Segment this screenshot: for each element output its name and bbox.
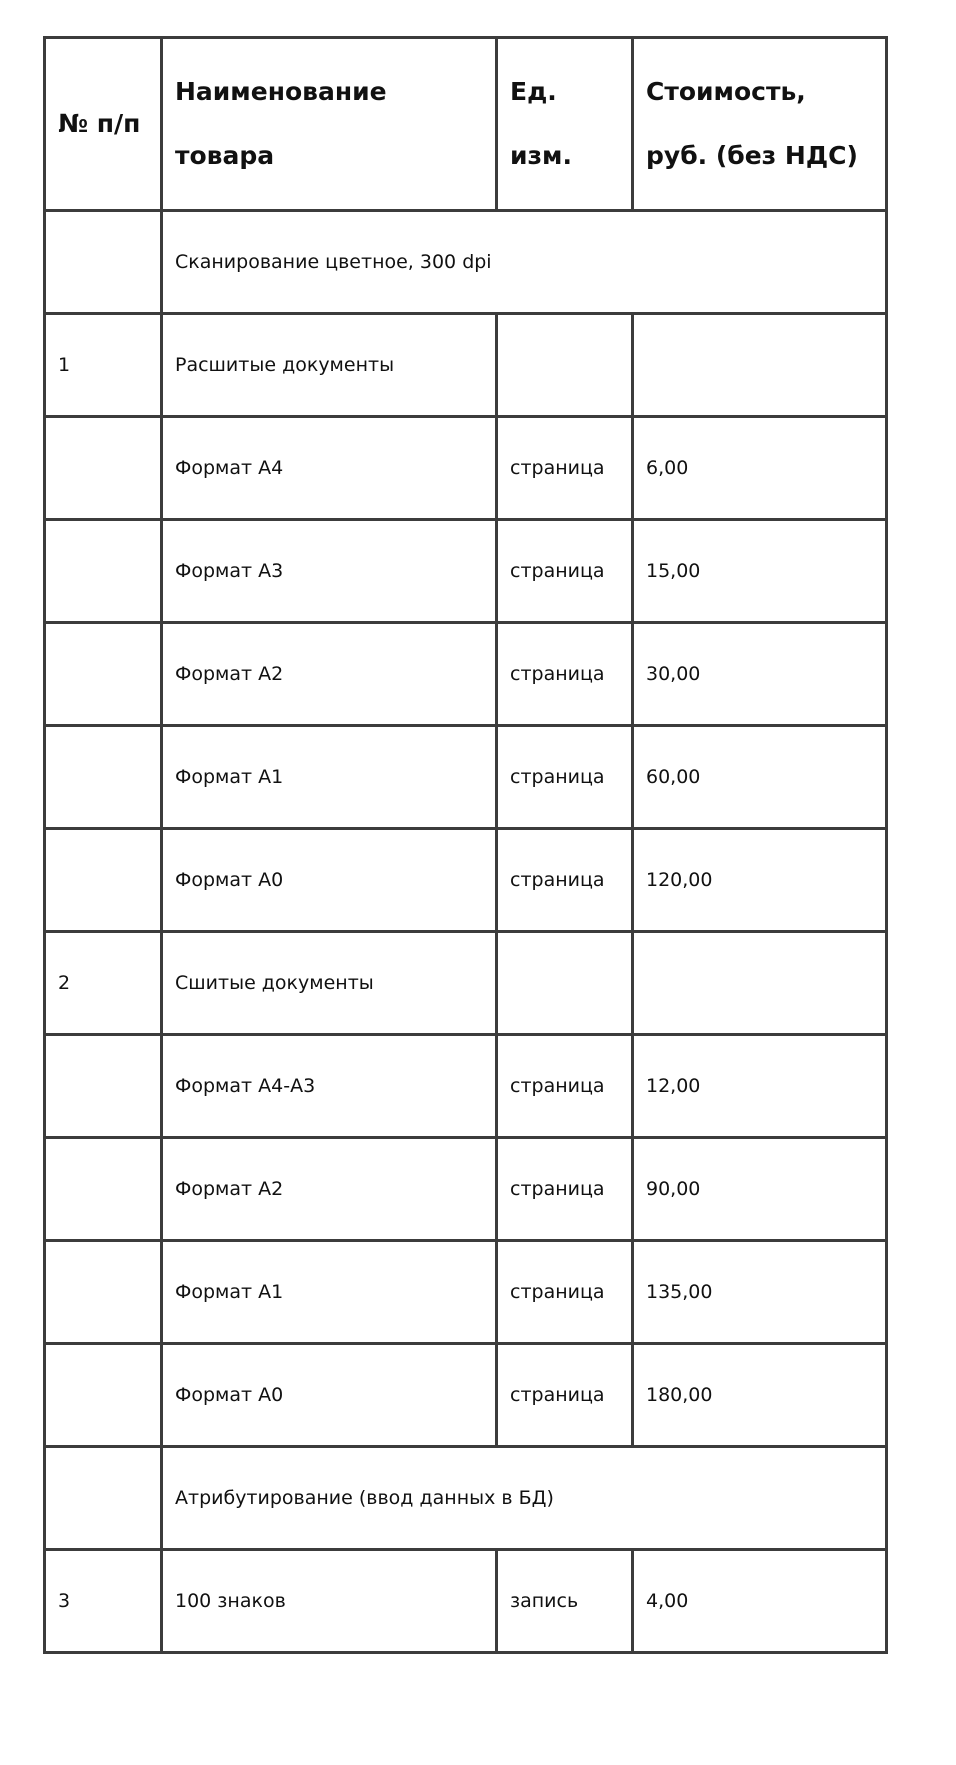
cell-unit: страница [497,1241,633,1344]
cell-number: 3 [45,1550,162,1653]
cell-number [45,726,162,829]
cell-unit: страница [497,1035,633,1138]
cell-cost: 135,00 [633,1241,887,1344]
cell-name: Формат А0 [162,829,497,932]
cell-unit: страница [497,1344,633,1447]
cell-cost [633,314,887,417]
cell-number [45,1447,162,1550]
table-row [45,829,887,932]
table-row [45,1550,887,1653]
cell-number [45,1138,162,1241]
price-table [43,36,888,1654]
cell-number [45,829,162,932]
table-row [45,1138,887,1241]
header-name: Наименование товара [162,38,497,211]
table-row [45,520,887,623]
cell-name: Формат А4-А3 [162,1035,497,1138]
cell-name: Формат А4 [162,417,497,520]
cell-unit [497,932,633,1035]
cell-name: Формат А1 [162,1241,497,1344]
cell-cost: 4,00 [633,1550,887,1653]
cell-number [45,417,162,520]
cell-section-title: Сканирование цветное, 300 dpi [162,211,887,314]
cell-name: 100 знаков [162,1550,497,1653]
cell-cost [633,932,887,1035]
cell-name: Формат А0 [162,1344,497,1447]
table-body [45,211,887,1653]
cell-cost: 60,00 [633,726,887,829]
cell-number: 2 [45,932,162,1035]
cell-name: Формат А2 [162,1138,497,1241]
cell-unit: запись [497,1550,633,1653]
cell-name: Формат А2 [162,623,497,726]
cell-number [45,1035,162,1138]
table-row [45,726,887,829]
cell-name: Формат А3 [162,520,497,623]
cell-unit: страница [497,623,633,726]
header-unit: Ед. изм. [497,38,633,211]
cell-number [45,1241,162,1344]
cell-number [45,211,162,314]
table-row [45,314,887,417]
cell-unit: страница [497,726,633,829]
cell-unit [497,314,633,417]
cell-number [45,520,162,623]
header-cost: Стоимость, руб. (без НДС) [633,38,887,211]
cell-cost: 6,00 [633,417,887,520]
header-row [45,38,887,211]
table-row [45,623,887,726]
cell-cost: 15,00 [633,520,887,623]
cell-number [45,1344,162,1447]
cell-unit: страница [497,829,633,932]
cell-unit: страница [497,417,633,520]
table-row [45,1344,887,1447]
cell-number [45,623,162,726]
cell-section-title: Атрибутирование (ввод данных в БД) [162,1447,887,1550]
cell-unit: страница [497,520,633,623]
cell-number: 1 [45,314,162,417]
cell-cost: 12,00 [633,1035,887,1138]
cell-name: Формат А1 [162,726,497,829]
section-row [45,211,887,314]
table-row [45,1241,887,1344]
cell-cost: 180,00 [633,1344,887,1447]
cell-unit: страница [497,1138,633,1241]
cell-cost: 30,00 [633,623,887,726]
cell-name: Расшитые документы [162,314,497,417]
table-row [45,1035,887,1138]
cell-cost: 120,00 [633,829,887,932]
header-number: № п/п [45,38,162,211]
section-row [45,1447,887,1550]
table-row [45,932,887,1035]
table-row [45,417,887,520]
cell-name: Сшитые документы [162,932,497,1035]
cell-cost: 90,00 [633,1138,887,1241]
